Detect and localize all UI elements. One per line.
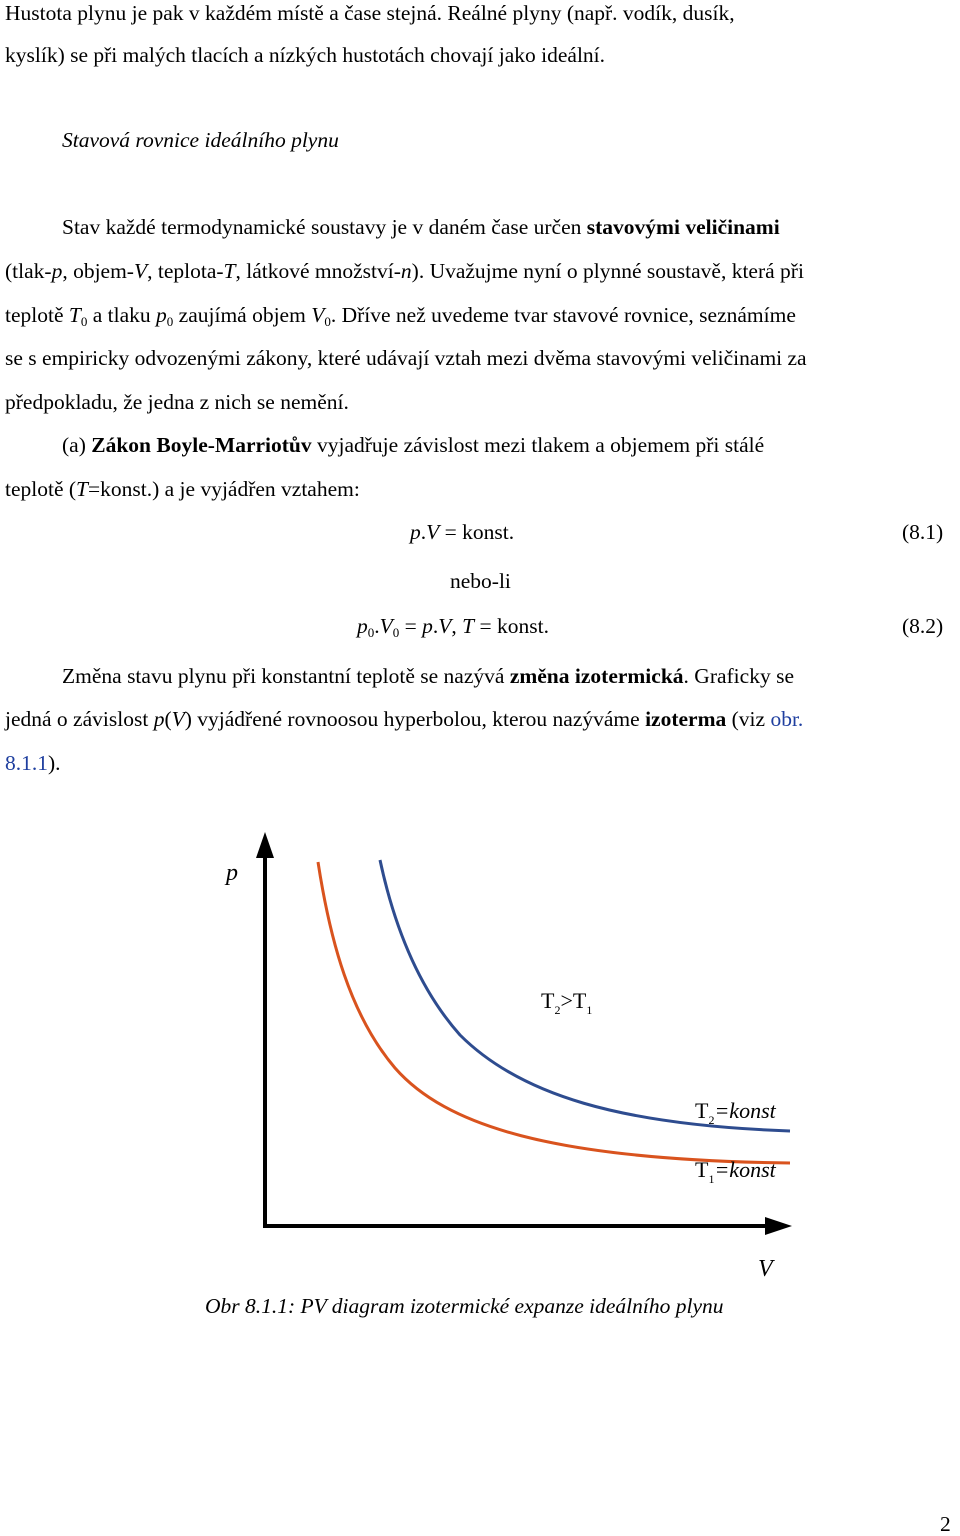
figure-reference-link-number[interactable]: 8.1.1 [5, 751, 48, 775]
x-axis-arrow-icon [765, 1217, 792, 1235]
boyle-line-2: teplotě (T=konst.) a je vyjádřen vztahem: [5, 477, 360, 501]
paragraph-iso-line-1: Změna stavu plynu při konstantní teplotě se nazývá změna izotermická. Graficky se [62, 664, 794, 688]
boyle-line-1: (a) Zákon Boyle-Marriotův vyjadřuje závislost mezi tlakem a objemem při stálé [62, 433, 765, 457]
bold-term: změna izotermická [509, 664, 684, 688]
paragraph-state-line-2: (tlak-p, objem-V, teplota-T, látkové množství-n). Uvažujme nyní o plynné soustavě, která při [5, 259, 804, 283]
paragraph-state-line-5: předpokladu, že jedna z nich se nemění. [5, 390, 349, 414]
page-number: 2 [940, 1512, 951, 1536]
figure-caption: Obr 8.1.1: PV diagram izotermické expanze ideálního plynu [205, 1294, 724, 1318]
bold-term: izoterma [645, 707, 727, 731]
paragraph-iso-line-2: jedná o závislost p(V) vyjádřené rovnoosou hyperbolou, kterou nazýváme izoterma (viz obr. [5, 707, 804, 731]
label-temperature-comparison: $T_2>T_1$ [541, 988, 593, 1017]
text: Hustota plynu je pak v každém místě a čase stejná. Reálné plyny (např. vodík, dusík, [5, 1, 735, 25]
text: Stav každé termodynamické soustavy je v daném čase určen stavovými veličinami [62, 215, 780, 239]
equation-8-2-number: (8.2) [902, 614, 944, 638]
paragraph-state-line-3: teplotě $T_0$ a tlaku $p_0$ zaujímá objem $V_0$. Dříve než uvedeme tvar stavové rovnice, seznámíme [5, 303, 796, 329]
paragraph-state-line-1 [5, 217, 955, 239]
bold-term: stavovými veličinami [586, 215, 780, 239]
paragraph-top-line-2 [5, 45, 605, 67]
equation-8-2: $p_0.V_0 = p.V$, T = konst. [357, 614, 549, 640]
label-t2-konst: $T_2=konst$ [695, 1098, 776, 1127]
paragraph-state-line-4: se s empiricky odvozenými zákony, které udávají vztah mezi dvěma stavovými veličinami za [5, 346, 807, 370]
paragraph-top-line-1 [5, 3, 955, 25]
equation-8-1: p.V = konst. [410, 520, 515, 544]
paragraph-iso-line-3: 8.1.1). [5, 751, 61, 775]
label-t1-konst: $T_1=konst$ [695, 1157, 776, 1186]
x-axis-label: V [758, 1256, 773, 1282]
equation-8-1-number: (8.1) [902, 520, 944, 544]
figure-reference-link[interactable]: obr. [770, 707, 804, 731]
nebo-li: nebo-li [450, 569, 511, 593]
pv-diagram [0, 820, 960, 1290]
y-axis-arrow-icon [256, 832, 274, 858]
text: kyslík) se při malých tlacích a nízkých hustotách chovají jako ideální. [5, 43, 606, 67]
section-title: Stavová rovnice ideálního plynu [62, 128, 339, 152]
y-axis-label: p [226, 860, 238, 886]
bold-term: Zákon Boyle-Marriotův [91, 433, 312, 457]
